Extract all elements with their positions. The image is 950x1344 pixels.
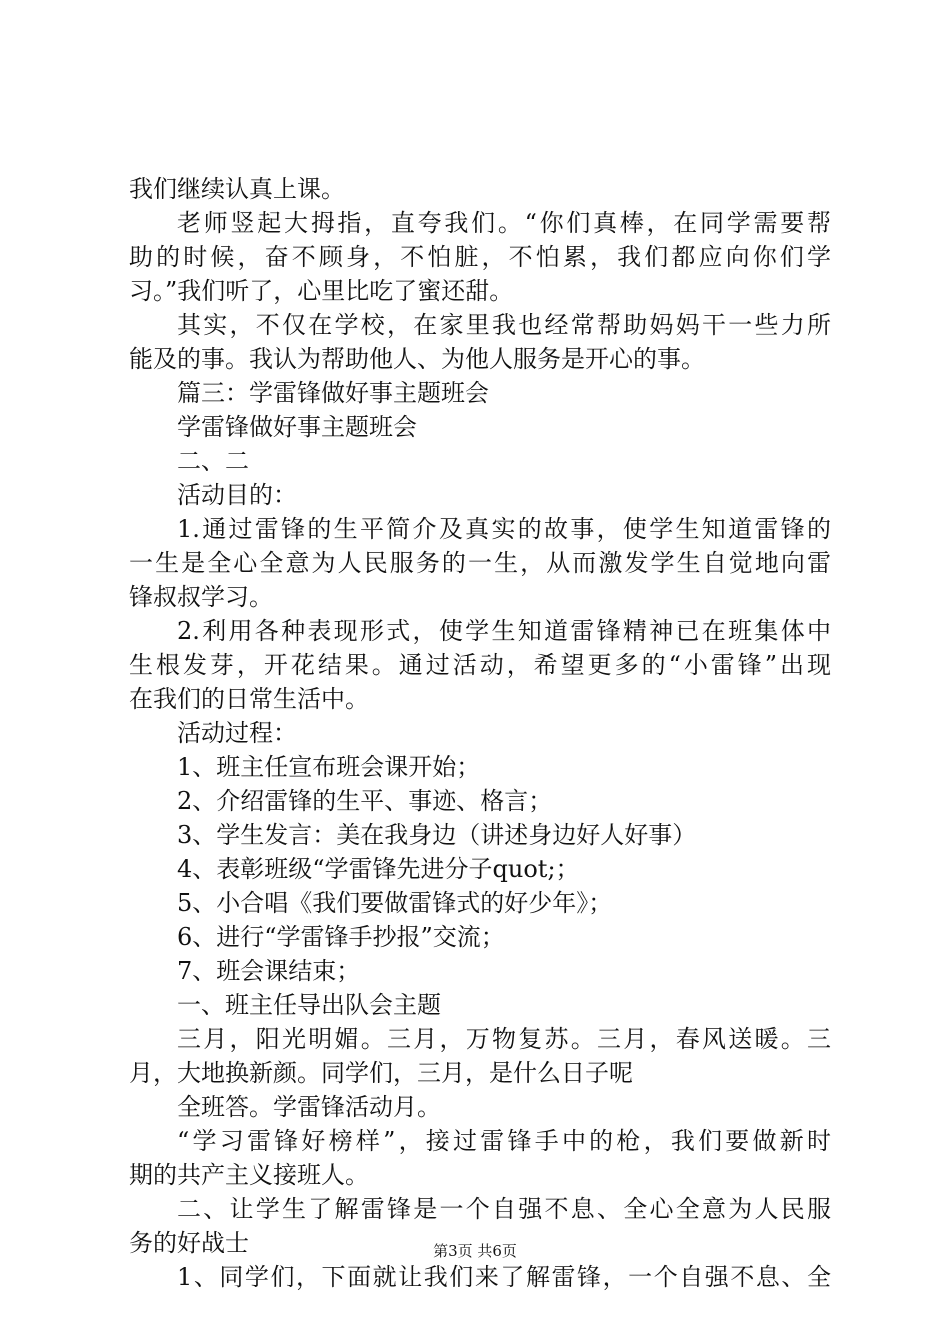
text-line: 学雷锋做好事主题班会 — [177, 413, 417, 441]
text-line: 5、小合唱《我们要做雷锋式的好少年》； — [177, 889, 613, 917]
text-line: 能及的事。我认为帮助他人、为他人服务是开心的事。 — [129, 345, 705, 373]
text-line: 1、班主任宣布班会课开始； — [177, 753, 481, 781]
text-line: 我们继续认真上课。 — [129, 175, 345, 203]
text-line: 务的好战士 — [129, 1229, 249, 1257]
text-line: 其实，不仅在学校，在家里我也经常帮助妈妈干一些力所 — [177, 311, 831, 339]
text-line: 全班答。学雷锋活动月。 — [177, 1093, 441, 1121]
text-line: 3、学生发言：美在我身边（讲述身边好人好事） — [177, 821, 697, 849]
text-line: 1、同学们，下面就让我们来了解雷锋，一个自强不息、全 — [177, 1263, 831, 1291]
text-line: 二、二 — [177, 447, 249, 475]
text-line: 活动过程： — [177, 719, 297, 747]
text-line: 活动目的： — [177, 481, 297, 509]
text-line: 一生是全心全意为人民服务的一生，从而激发学生自觉地向雷 — [129, 549, 831, 577]
text-line: 4、表彰班级“学雷锋先进分子quot;； — [177, 855, 580, 883]
text-line: 2、介绍雷锋的生平、事迹、格言； — [177, 787, 553, 815]
text-line: 期的共产主义接班人。 — [129, 1161, 369, 1189]
text-line: 助的时候，奋不顾身，不怕脏，不怕累，我们都应向你们学 — [129, 243, 831, 271]
text-line: 篇三：学雷锋做好事主题班会 — [177, 379, 489, 407]
text-line: 2.利用各种表现形式，使学生知道雷锋精神已在班集体中 — [177, 617, 831, 645]
text-line: 二、让学生了解雷锋是一个自强不息、全心全意为人民服 — [177, 1195, 831, 1223]
text-line: 6、进行“学雷锋手抄报”交流； — [177, 923, 505, 951]
text-line: “学习雷锋好榜样”，接过雷锋手中的枪，我们要做新时 — [177, 1127, 831, 1155]
document-body — [129, 172, 831, 1294]
text-line: 生根发芽，开花结果。通过活动，希望更多的“小雷锋”出现 — [129, 651, 831, 679]
text-line: 一、班主任导出队会主题 — [177, 991, 441, 1019]
text-line: 老师竖起大拇指，直夸我们。“你们真棒，在同学需要帮 — [177, 209, 831, 237]
text-line: 7、班会课结束； — [177, 957, 361, 985]
page-footer: 第3页 共6页 — [433, 1242, 517, 1260]
text-line: 1.通过雷锋的生平简介及真实的故事，使学生知道雷锋的 — [177, 515, 831, 543]
text-line: 习。”我们听了，心里比吃了蜜还甜。 — [129, 277, 514, 305]
text-line: 月，大地换新颜。同学们，三月，是什么日子呢 — [129, 1059, 633, 1087]
text-line: 锋叔叔学习。 — [129, 583, 273, 611]
text-line: 三月，阳光明媚。三月，万物复苏。三月，春风送暖。三 — [177, 1025, 831, 1053]
text-line: 在我们的日常生活中。 — [129, 685, 369, 713]
